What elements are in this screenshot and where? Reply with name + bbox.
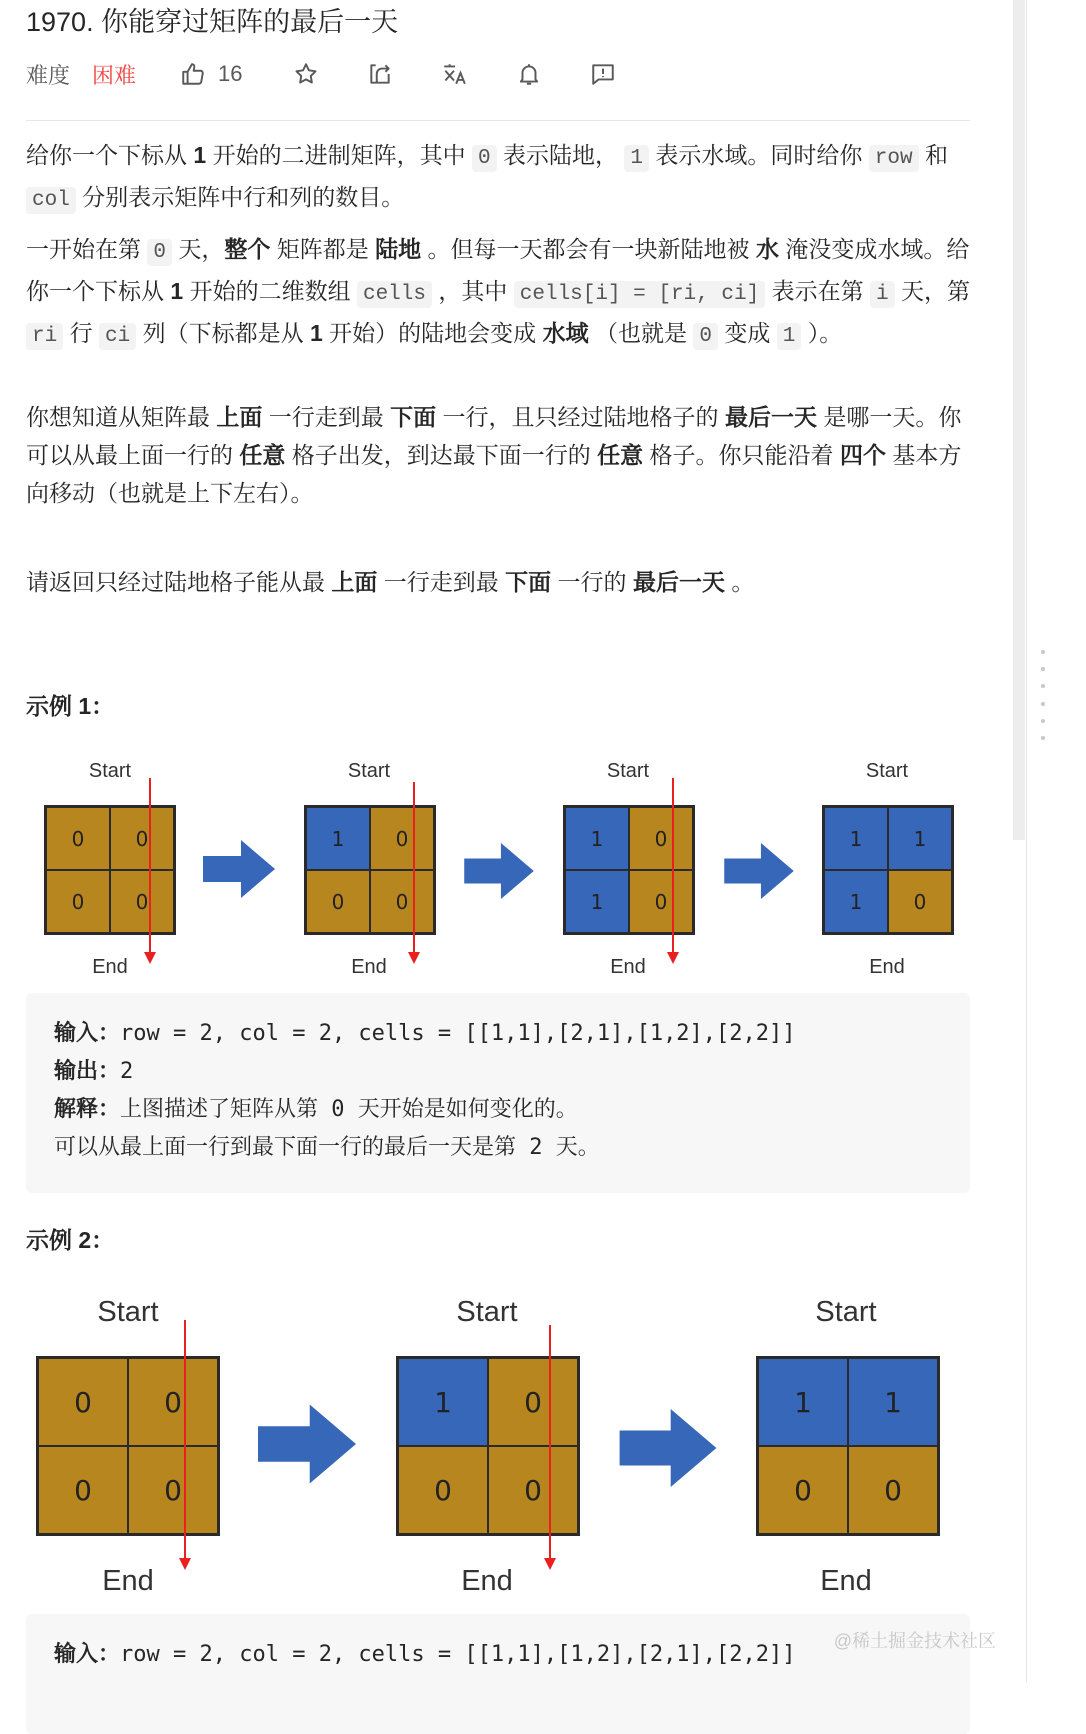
grid-cell: 0 <box>38 1358 128 1446</box>
path-line <box>413 782 415 956</box>
start-label: Start <box>606 760 650 782</box>
path-arrowhead <box>179 1558 191 1570</box>
subscribe-button[interactable] <box>516 56 542 92</box>
inline-code: 0 <box>147 239 172 266</box>
matrix-grid <box>756 1356 940 1536</box>
text: 一行，且只经过陆地格子的 <box>436 404 725 430</box>
grid-cell: 1 <box>306 807 370 870</box>
text: 。但每一天都会有一块新陆地被 <box>421 236 756 262</box>
path-line <box>184 1320 186 1562</box>
matrix-grid <box>396 1356 580 1536</box>
grip-dot <box>1041 702 1045 706</box>
example-1-heading: 示例 1： <box>26 693 115 719</box>
grid-cell: 0 <box>128 1446 218 1534</box>
text: 表示陆地， <box>496 142 625 168</box>
resize-handle[interactable] <box>1038 650 1048 740</box>
grid-cell: 1 <box>758 1358 848 1446</box>
inline-code: 1 <box>777 323 802 350</box>
text: 你想知道从矩阵最 <box>26 404 217 430</box>
path-arrowhead <box>544 1558 556 1570</box>
translate-icon <box>441 61 467 87</box>
text: 一行走到最 <box>377 569 506 595</box>
grid-cell: 0 <box>370 807 434 870</box>
explain-label: 解释： <box>54 1097 121 1122</box>
end-label: End <box>351 956 387 978</box>
grip-dot <box>1041 650 1045 654</box>
thumbs-up-icon <box>180 61 206 87</box>
grid-cell: 0 <box>488 1446 578 1534</box>
grip-dot <box>1041 719 1045 723</box>
text: 一行的 <box>551 569 633 595</box>
text: 。 <box>724 569 755 595</box>
bold-text: 1 <box>310 320 323 346</box>
input-label: 输入： <box>54 1642 121 1667</box>
path-line <box>549 1325 551 1562</box>
inline-code: ri <box>26 323 63 350</box>
text: 变成 <box>717 320 777 346</box>
bold-text: 整个 <box>224 236 271 262</box>
matrix-grid <box>44 805 176 935</box>
text: 行 <box>63 320 99 346</box>
grid-cell: 0 <box>128 1358 218 1446</box>
example-2-code-block <box>26 1614 970 1734</box>
matrix-grid <box>304 805 436 935</box>
grid-cell: 1 <box>565 870 629 933</box>
inline-code: col <box>26 187 76 214</box>
grid-cell: 1 <box>824 870 888 933</box>
transition-arrow-icon <box>619 1409 717 1487</box>
feedback-button[interactable] <box>590 56 616 92</box>
start-label: Start <box>865 760 909 782</box>
inline-code: cells <box>357 281 432 308</box>
grid-cell: 0 <box>110 870 174 933</box>
header-divider <box>26 120 970 121</box>
inline-code: 1 <box>624 145 649 172</box>
star-icon <box>293 61 319 87</box>
difficulty-row <box>26 56 136 92</box>
text: 天， <box>172 236 225 262</box>
bold-text: 水 <box>755 236 779 262</box>
difficulty-badge: 困难 <box>92 62 137 88</box>
grid-cell: 1 <box>565 807 629 870</box>
input-label: 输入： <box>54 1021 121 1046</box>
text: 一行走到最 <box>262 404 391 430</box>
share-button[interactable] <box>367 56 393 92</box>
inline-code: row <box>869 145 919 172</box>
bold-text: 四个 <box>839 442 886 468</box>
example-output-line <box>54 1053 942 1091</box>
grid-cell: 1 <box>398 1358 488 1446</box>
grid-cell: 1 <box>848 1358 938 1446</box>
bold-text: 1 <box>170 278 184 304</box>
text: 表示水域。同时给你 <box>648 142 869 168</box>
grid-cell: 1 <box>888 807 952 870</box>
text: 表示在第 <box>765 278 870 304</box>
bold-text: 下面 <box>390 404 437 430</box>
text: 格子出发，到达最下面一行的 <box>285 442 598 468</box>
bold-text: 下面 <box>505 569 552 595</box>
grid-cell: 0 <box>758 1446 848 1534</box>
inline-code: ci <box>99 323 136 350</box>
grid-cell: 0 <box>629 807 693 870</box>
vertical-scrollbar[interactable] <box>1013 0 1025 840</box>
grid-cell: 0 <box>46 807 110 870</box>
bold-text: 1 <box>193 142 207 168</box>
text: 开始的二进制矩阵，其中 <box>206 142 472 168</box>
example-input-line <box>54 1636 942 1674</box>
text: 格子。你只能沿着 <box>643 442 840 468</box>
text: 列（下标都是从 <box>136 320 310 346</box>
example-1-code-block <box>26 993 970 1193</box>
bold-text: 水域 <box>542 320 589 346</box>
text: （也就是 <box>588 320 694 346</box>
bold-text: 上面 <box>216 404 263 430</box>
end-label: End <box>461 1565 513 1597</box>
end-label: End <box>102 1565 154 1597</box>
start-label: Start <box>97 1296 159 1328</box>
output-value: 2 <box>120 1059 134 1084</box>
transition-arrow-icon <box>463 843 535 899</box>
grid-cell: 0 <box>370 870 434 933</box>
share-icon <box>367 61 393 87</box>
favorite-button[interactable] <box>293 56 319 92</box>
text: 一开始在第 <box>26 236 148 262</box>
grip-dot <box>1041 736 1045 740</box>
path-arrowhead <box>408 952 420 964</box>
text: 请返回只经过陆地格子能从最 <box>26 569 332 595</box>
text: 分别表示矩阵中行和列的数目。 <box>75 184 405 210</box>
like-count: 16 <box>218 61 243 86</box>
grid-cell: 0 <box>888 870 952 933</box>
explain-text: 上图描述了矩阵从第 0 天开始是如何变化的。 <box>120 1097 578 1122</box>
start-label: Start <box>815 1296 877 1328</box>
input-value: row = 2, col = 2, cells = [[1,1],[2,1],[1,2],[2,2]] <box>120 1021 796 1046</box>
grid-cell: 0 <box>848 1446 938 1534</box>
translate-button[interactable] <box>441 56 467 92</box>
grid-cell: 0 <box>488 1358 578 1446</box>
grip-dot <box>1041 684 1045 688</box>
bold-text: 任意 <box>239 442 286 468</box>
bold-text: 最后一天 <box>724 404 817 430</box>
example-input-line <box>54 1015 942 1053</box>
start-label: Start <box>347 760 391 782</box>
start-label: Start <box>88 760 132 782</box>
inline-code: 0 <box>693 323 718 350</box>
grid-cell: 1 <box>824 807 888 870</box>
difficulty-label: 难度 <box>26 62 71 88</box>
matrix-grid <box>822 805 954 935</box>
text: 基本方向移动（也就是上下左右）。 <box>26 442 962 506</box>
transition-arrow-icon <box>723 843 795 899</box>
transition-arrow-icon <box>258 1404 356 1484</box>
path-arrowhead <box>144 952 156 964</box>
grid-cell: 0 <box>46 870 110 933</box>
grid-cell: 0 <box>38 1446 128 1534</box>
path-line <box>149 778 151 956</box>
example-explain-line <box>54 1091 942 1129</box>
text: 给你一个下标从 <box>26 142 194 168</box>
example-explain-line-2: 可以从最上面一行到最下面一行的最后一天是第 2 天。 <box>54 1135 600 1160</box>
end-label: End <box>820 1565 872 1597</box>
bold-text: 上面 <box>331 569 378 595</box>
text: ）。 <box>801 320 843 346</box>
path-line <box>672 778 674 956</box>
end-label: End <box>869 956 905 978</box>
text: 开始的二维数组 <box>183 278 357 304</box>
inline-code: i <box>870 281 895 308</box>
inline-code: cells[i] = [ri, ci] <box>514 281 765 308</box>
grid-cell: 0 <box>629 870 693 933</box>
end-label: End <box>92 956 128 978</box>
watermark: @稀土掘金技术社区 <box>833 1631 996 1651</box>
matrix-grid <box>36 1356 220 1536</box>
bold-text: 任意 <box>597 442 644 468</box>
feedback-icon <box>590 61 616 87</box>
description-paragraph-2 <box>26 230 970 356</box>
grid-cell: 0 <box>398 1446 488 1534</box>
text: 矩阵都是 <box>270 236 376 262</box>
text: 是哪一天。你可以从最上面一行的 <box>26 404 962 468</box>
text: 开始）的陆地会变成 <box>322 320 543 346</box>
example-2-heading: 示例 2： <box>26 1227 115 1253</box>
grip-dot <box>1041 667 1045 671</box>
matrix-grid <box>563 805 695 935</box>
description-paragraph-4 <box>26 563 970 601</box>
grid-cell: 0 <box>110 807 174 870</box>
bold-text: 陆地 <box>375 236 422 262</box>
text: 和 <box>918 142 948 168</box>
description-paragraph-3 <box>26 398 970 512</box>
start-label: Start <box>456 1296 518 1328</box>
output-label: 输出： <box>54 1059 121 1084</box>
text: 淹没变成水域。给你一个下标从 <box>26 236 970 304</box>
bold-text: 最后一天 <box>632 569 725 595</box>
path-arrowhead <box>667 952 679 964</box>
transition-arrow-icon <box>203 840 275 898</box>
text: 天，第 <box>894 278 970 304</box>
end-label: End <box>610 956 646 978</box>
description-paragraph-1 <box>26 136 970 220</box>
like-button[interactable] <box>180 56 242 92</box>
panel-divider <box>1026 0 1027 1682</box>
inline-code: 0 <box>472 145 497 172</box>
problem-title: 1970. 你能穿过矩阵的最后一天 <box>26 7 399 37</box>
text: ，其中 <box>431 278 514 304</box>
input-value: row = 2, col = 2, cells = [[1,1],[1,2],[2,1],[2,2]] <box>120 1642 796 1667</box>
grid-cell: 0 <box>306 870 370 933</box>
bell-icon <box>516 61 542 87</box>
